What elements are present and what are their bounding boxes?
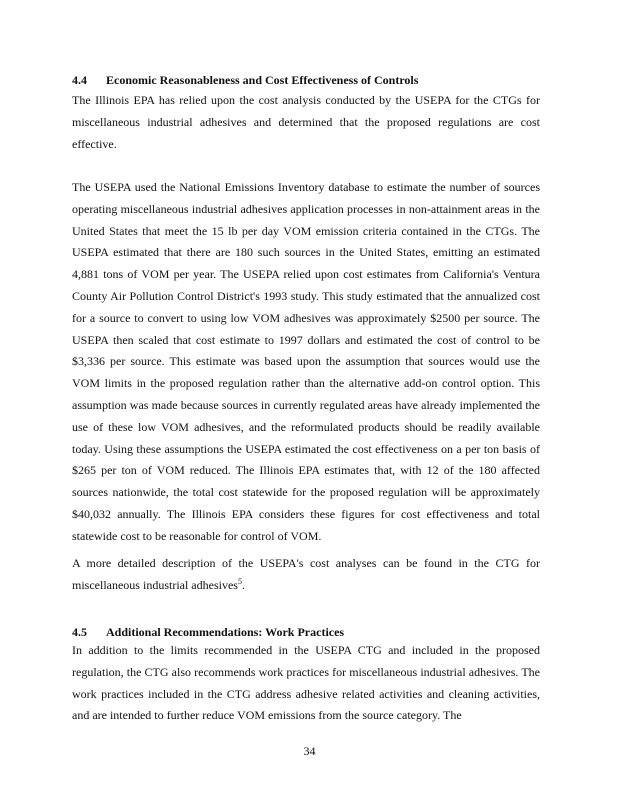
ctg-reference-end: . [241,577,245,592]
ctg-reference-text: A more detailed description of the USEPA's cost analyses can be found in the CTG for miscellaneous industrial adhesives [72,556,540,592]
paragraph-ctg-reference [72,553,540,597]
section-title: Additional Recommendations: Work Practices [106,625,345,639]
section-heading-4-5 [72,625,344,639]
footnote-ref: 5 [237,576,242,586]
section-heading-4-4 [72,73,418,87]
paragraph-work-practices: In addition to the limits recommended in the USEPA CTG and included in the proposed regulation, the CTG also recommends work practices for miscellaneous industrial adhesives. The work practices included in the CTG address adhesive related activities and cleaning activities, and are intended to further reduce VOM emissions from the source category. The [72,643,540,723]
section-number: 4.5 [72,625,87,639]
section-number: 4.4 [72,73,87,87]
section-title: Economic Reasonableness and Cost Effectiveness of Controls [106,73,419,87]
page-number: 34 [303,744,316,758]
paragraph-cost-analysis-intro: The Illinois EPA has relied upon the cost analysis conducted by the USEPA for the CTGs for miscellaneous industrial adhesives and determined that the proposed regulations are cost effective. [72,93,540,151]
paragraph-usepa-estimate: The USEPA used the National Emissions Inventory database to estimate the number of sources operating miscellaneous industrial adhesives application processes in non-attainment areas in the United States that meet the 15 lb per day VOM emission criteria contained in the CTGs. The USEPA estimated that there are 180 such sources in the United States, emitting an estimated 4,881 tons of VOM per year. The USEPA relied upon cost estimates from California's Ventura County Air Pollution Control District's 1993 study. This study estimated that the annualized cost for a source to convert to using low VOM adhesives was approximately $2500 per source. The USEPA then scaled that cost estimate to 1997 dollars and estimated the cost of control to be $3,336 per source. This estimate was based upon the assumption that sources would use the VOM limits in the proposed regulation rather than the alternative add-on control option. This assumption was made because sources in currently regulated areas have already implemented the use of these low VOM adhesives, and the reformulated products should be readily available today. Using these assumptions the USEPA estimated the cost effectiveness on a per ton basis of $265 per ton of VOM reduced. The Illinois EPA estimates that, with 12 of the 180 affected sources nationwide, the total cost statewide for the proposed regulation will be approximately $40,032 annually. The Illinois EPA considers these figures for cost effectiveness and total statewide cost to be reasonable for control of VOM. [72,180,540,543]
